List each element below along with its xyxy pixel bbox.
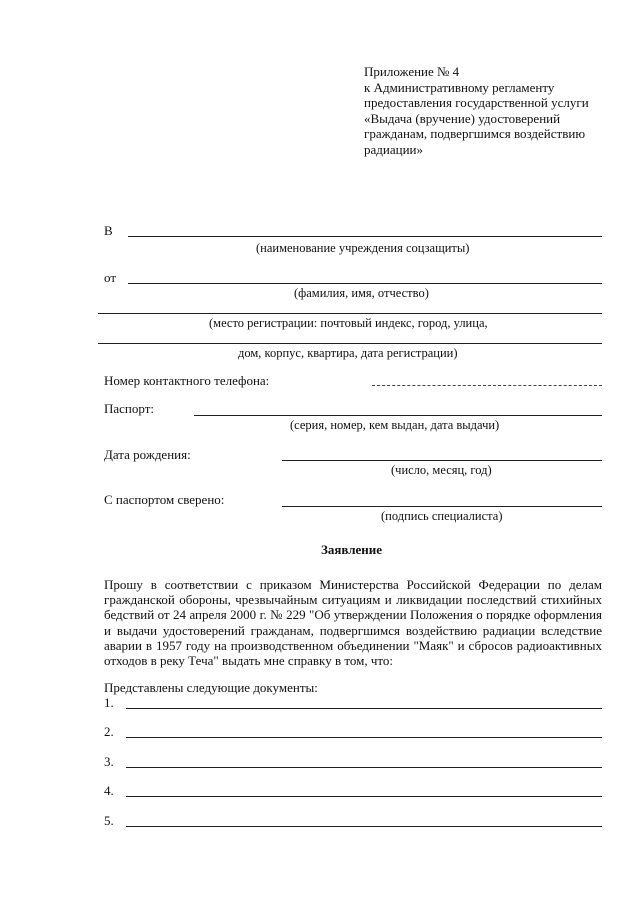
document-item-number: 1. [104,695,114,710]
appendix-line: радиации» [364,141,423,157]
address-caption-2: дом, корпус, квартира, дата регистрации) [238,346,458,360]
address-field-line-2[interactable] [98,343,602,344]
phone-field-line[interactable] [372,385,602,386]
document-item-number: 5. [104,813,114,828]
passport-label: Паспорт: [104,401,155,416]
document-item-number: 4. [104,783,114,798]
appendix-line: Приложение № 4 [364,64,460,79]
document-item-line-2[interactable] [126,737,602,738]
appendix-header [364,64,589,157]
verified-label: С паспортом сверено: [104,492,225,507]
address-caption-1: (место регистрации: почтовый индекс, город, улица, [209,316,488,330]
document-item-number: 3. [104,754,114,769]
statement-line: и выдачи удостоверений гражданам, подвергшимся воздействию радиации вследствие [104,622,602,638]
phone-label: Номер контактного телефона: [104,373,270,388]
statement-title: Заявление [321,542,383,557]
appendix-line: «Выдача (вручение) удостоверений [364,110,561,126]
verified-caption: (подпись специалиста) [381,509,503,523]
statement-body [104,577,602,668]
passport-caption: (серия, номер, кем выдан, дата выдачи) [290,418,500,432]
statement-line: гражданской обороны, чрезвычайным ситуациям и ликвидации последствий стихийных [104,592,602,608]
document-item-line-3[interactable] [126,767,602,768]
from-caption: (фамилия, имя, отчество) [294,286,429,300]
from-label: от [104,270,117,285]
birth-field-line[interactable] [282,460,602,461]
statement-line: бедствий от 24 апреля 2000 г. № 229 "Об утверждении Положения о порядке оформления [104,607,602,623]
address-field-line-1[interactable] [98,313,602,314]
passport-field-line[interactable] [194,415,602,416]
document-item-number: 2. [104,724,114,739]
birth-label: Дата рождения: [104,447,191,462]
document-item-line-5[interactable] [126,826,602,827]
from-field-line[interactable] [128,283,602,284]
statement-line: отходов в реку Теча" выдать мне справку в том, что: [104,653,393,669]
documents-label: Представлены следующие документы: [104,680,318,695]
appendix-line: гражданам, подвергшимся воздействию [364,126,586,141]
birth-caption: (число, месяц, год) [391,463,492,477]
document-item-line-4[interactable] [126,796,602,797]
to-caption: (наименование учреждения соцзащиты) [256,241,470,255]
appendix-line: предоставления государственной услуги [364,95,589,110]
to-label: В [104,223,113,238]
statement-line: Прошу в соответствии с приказом Министерства Российской Федерации по делам [104,577,602,592]
document-item-line-1[interactable] [126,708,602,709]
verified-field-line[interactable] [282,506,602,507]
to-field-line[interactable] [128,236,602,237]
statement-line: аварии в 1957 году на производственном объединении "Маяк" и сбросов радиоактивных [104,637,602,653]
appendix-line: к Административному регламенту [364,79,555,95]
